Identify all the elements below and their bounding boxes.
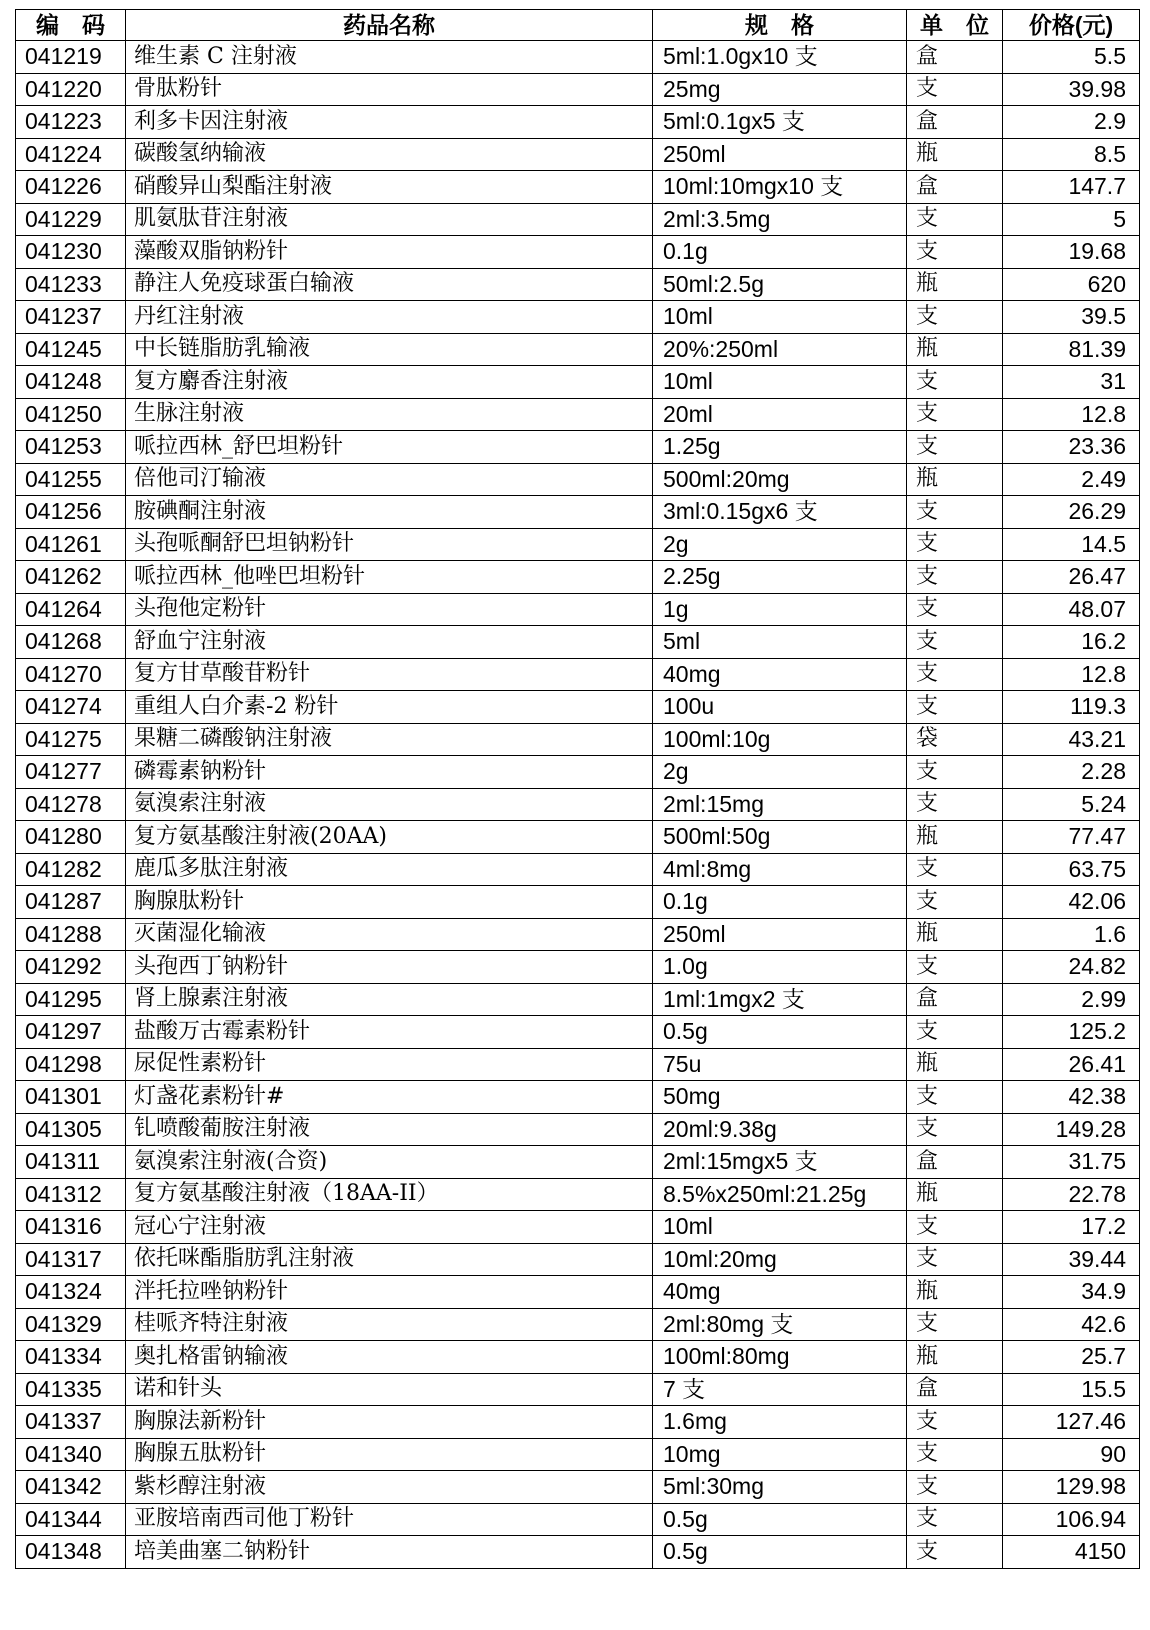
cell-unit: 支: [907, 496, 1003, 529]
cell-code: 041255: [16, 463, 126, 496]
cell-name: 胸腺五肽粉针: [126, 1438, 653, 1471]
cell-spec: 75u: [653, 1048, 907, 1081]
cell-name: 头孢哌酮舒巴坦钠粉针: [126, 528, 653, 561]
cell-spec: 50ml:2.5g: [653, 268, 907, 301]
cell-unit: 支: [907, 951, 1003, 984]
table-row: [16, 1341, 1140, 1374]
cell-price: 620: [1003, 268, 1140, 301]
cell-unit: 支: [907, 528, 1003, 561]
cell-spec: 1.6mg: [653, 1406, 907, 1439]
table-row: [16, 1146, 1140, 1179]
cell-spec: 250ml: [653, 138, 907, 171]
cell-price: 39.5: [1003, 301, 1140, 334]
cell-price: 127.46: [1003, 1406, 1140, 1439]
cell-unit: 瓶: [907, 1178, 1003, 1211]
cell-code: 041253: [16, 431, 126, 464]
cell-unit: 支: [907, 886, 1003, 919]
cell-price: 5.24: [1003, 788, 1140, 821]
table-row: [16, 1211, 1140, 1244]
cell-price: 81.39: [1003, 333, 1140, 366]
cell-unit: 支: [907, 398, 1003, 431]
cell-spec: 100ml:80mg: [653, 1341, 907, 1374]
cell-price: 12.8: [1003, 658, 1140, 691]
cell-unit: 瓶: [907, 1341, 1003, 1374]
table-row: [16, 1471, 1140, 1504]
table-row: [16, 1536, 1140, 1569]
cell-name: 桂哌齐特注射液: [126, 1308, 653, 1341]
cell-code: 041275: [16, 723, 126, 756]
cell-unit: 瓶: [907, 138, 1003, 171]
cell-name: 复方麝香注射液: [126, 366, 653, 399]
table-row: [16, 496, 1140, 529]
cell-code: 041287: [16, 886, 126, 919]
table-row: [16, 1503, 1140, 1536]
cell-code: 041237: [16, 301, 126, 334]
cell-spec: 10ml:20mg: [653, 1243, 907, 1276]
cell-code: 041226: [16, 171, 126, 204]
table-row: [16, 1276, 1140, 1309]
cell-spec: 0.5g: [653, 1503, 907, 1536]
table-row: [16, 301, 1140, 334]
cell-code: 041224: [16, 138, 126, 171]
cell-unit: 支: [907, 626, 1003, 659]
cell-code: 041337: [16, 1406, 126, 1439]
cell-name: 复方氨基酸注射液（18AA-II）: [126, 1178, 653, 1211]
cell-spec: 7 支: [653, 1373, 907, 1406]
cell-name: 头孢西丁钠粉针: [126, 951, 653, 984]
cell-code: 041277: [16, 756, 126, 789]
cell-name: 维生素 C 注射液: [126, 41, 653, 74]
cell-price: 90: [1003, 1438, 1140, 1471]
cell-unit: 支: [907, 1081, 1003, 1114]
cell-code: 041334: [16, 1341, 126, 1374]
cell-spec: 40mg: [653, 658, 907, 691]
column-header-spec: 规 格: [653, 10, 907, 41]
cell-unit: 支: [907, 1113, 1003, 1146]
cell-code: 041297: [16, 1016, 126, 1049]
table-row: [16, 788, 1140, 821]
cell-name: 碳酸氢纳输液: [126, 138, 653, 171]
table-row: [16, 203, 1140, 236]
cell-price: 149.28: [1003, 1113, 1140, 1146]
cell-name: 舒血宁注射液: [126, 626, 653, 659]
cell-price: 4150: [1003, 1536, 1140, 1569]
cell-name: 复方甘草酸苷粉针: [126, 658, 653, 691]
table-row: [16, 1438, 1140, 1471]
cell-code: 041344: [16, 1503, 126, 1536]
cell-spec: 2g: [653, 756, 907, 789]
cell-code: 041229: [16, 203, 126, 236]
cell-unit: 支: [907, 1211, 1003, 1244]
table-header-row: [16, 10, 1140, 41]
cell-name: 肾上腺素注射液: [126, 983, 653, 1016]
cell-spec: 25mg: [653, 73, 907, 106]
table-row: [16, 723, 1140, 756]
cell-unit: 盒: [907, 1373, 1003, 1406]
cell-code: 041220: [16, 73, 126, 106]
cell-unit: 支: [907, 366, 1003, 399]
cell-code: 041282: [16, 853, 126, 886]
column-header-code: 编 码: [16, 10, 126, 41]
cell-code: 041233: [16, 268, 126, 301]
cell-code: 041264: [16, 593, 126, 626]
cell-name: 丹红注射液: [126, 301, 653, 334]
cell-price: 19.68: [1003, 236, 1140, 269]
cell-price: 129.98: [1003, 1471, 1140, 1504]
cell-spec: 1g: [653, 593, 907, 626]
cell-price: 2.49: [1003, 463, 1140, 496]
cell-name: 复方氨基酸注射液(20AA): [126, 821, 653, 854]
cell-unit: 瓶: [907, 333, 1003, 366]
table-row: [16, 1048, 1140, 1081]
table-row: [16, 756, 1140, 789]
cell-spec: 20ml: [653, 398, 907, 431]
cell-name: 哌拉西林_他唑巴坦粉针: [126, 561, 653, 594]
cell-spec: 10ml:10mgx10 支: [653, 171, 907, 204]
cell-code: 041348: [16, 1536, 126, 1569]
cell-price: 147.7: [1003, 171, 1140, 204]
cell-price: 77.47: [1003, 821, 1140, 854]
table-row: [16, 398, 1140, 431]
cell-code: 041250: [16, 398, 126, 431]
cell-unit: 支: [907, 691, 1003, 724]
cell-name: 尿促性素粉针: [126, 1048, 653, 1081]
cell-price: 1.6: [1003, 918, 1140, 951]
cell-name: 肌氨肽苷注射液: [126, 203, 653, 236]
cell-code: 041288: [16, 918, 126, 951]
cell-code: 041261: [16, 528, 126, 561]
cell-code: 041278: [16, 788, 126, 821]
cell-price: 31.75: [1003, 1146, 1140, 1179]
cell-spec: 100u: [653, 691, 907, 724]
cell-spec: 1.25g: [653, 431, 907, 464]
drug-price-table: [15, 9, 1140, 1569]
cell-name: 亚胺培南西司他丁粉针: [126, 1503, 653, 1536]
cell-price: 39.98: [1003, 73, 1140, 106]
price-list-sheet: [15, 9, 1139, 1569]
cell-code: 041329: [16, 1308, 126, 1341]
cell-unit: 盒: [907, 983, 1003, 1016]
cell-spec: 5ml:30mg: [653, 1471, 907, 1504]
cell-spec: 3ml:0.15gx6 支: [653, 496, 907, 529]
table-row: [16, 658, 1140, 691]
cell-code: 041305: [16, 1113, 126, 1146]
cell-name: 鹿瓜多肽注射液: [126, 853, 653, 886]
cell-price: 119.3: [1003, 691, 1140, 724]
cell-price: 42.6: [1003, 1308, 1140, 1341]
cell-spec: 2g: [653, 528, 907, 561]
cell-name: 灯盏花素粉针#: [126, 1081, 653, 1114]
cell-spec: 0.5g: [653, 1536, 907, 1569]
cell-code: 041262: [16, 561, 126, 594]
cell-spec: 0.1g: [653, 886, 907, 919]
cell-price: 63.75: [1003, 853, 1140, 886]
table-row: [16, 1406, 1140, 1439]
cell-unit: 支: [907, 658, 1003, 691]
cell-code: 041219: [16, 41, 126, 74]
cell-spec: 4ml:8mg: [653, 853, 907, 886]
cell-spec: 5ml:0.1gx5 支: [653, 106, 907, 139]
cell-spec: 2ml:80mg 支: [653, 1308, 907, 1341]
cell-name: 泮托拉唑钠粉针: [126, 1276, 653, 1309]
cell-unit: 袋: [907, 723, 1003, 756]
cell-code: 041295: [16, 983, 126, 1016]
cell-spec: 10mg: [653, 1438, 907, 1471]
cell-spec: 8.5%x250ml:21.25g: [653, 1178, 907, 1211]
table-row: [16, 918, 1140, 951]
cell-price: 24.82: [1003, 951, 1140, 984]
table-row: [16, 886, 1140, 919]
cell-price: 43.21: [1003, 723, 1140, 756]
cell-unit: 支: [907, 561, 1003, 594]
cell-code: 041324: [16, 1276, 126, 1309]
cell-code: 041292: [16, 951, 126, 984]
cell-unit: 瓶: [907, 463, 1003, 496]
cell-unit: 支: [907, 756, 1003, 789]
table-row: [16, 951, 1140, 984]
cell-price: 39.44: [1003, 1243, 1140, 1276]
cell-name: 硝酸异山梨酯注射液: [126, 171, 653, 204]
table-row: [16, 1178, 1140, 1211]
cell-code: 041311: [16, 1146, 126, 1179]
cell-spec: 20ml:9.38g: [653, 1113, 907, 1146]
cell-name: 头孢他定粉针: [126, 593, 653, 626]
table-row: [16, 821, 1140, 854]
cell-name: 哌拉西林_舒巴坦粉针: [126, 431, 653, 464]
cell-unit: 支: [907, 593, 1003, 626]
cell-name: 诺和针头: [126, 1373, 653, 1406]
cell-code: 041342: [16, 1471, 126, 1504]
cell-code: 041248: [16, 366, 126, 399]
cell-unit: 支: [907, 1016, 1003, 1049]
cell-price: 8.5: [1003, 138, 1140, 171]
cell-unit: 支: [907, 236, 1003, 269]
cell-name: 培美曲塞二钠粉针: [126, 1536, 653, 1569]
cell-spec: 5ml: [653, 626, 907, 659]
cell-unit: 支: [907, 1536, 1003, 1569]
table-row: [16, 1081, 1140, 1114]
cell-spec: 100ml:10g: [653, 723, 907, 756]
cell-unit: 瓶: [907, 821, 1003, 854]
column-header-name: 药品名称: [126, 10, 653, 41]
cell-name: 钆喷酸葡胺注射液: [126, 1113, 653, 1146]
cell-name: 重组人白介素-2 粉针: [126, 691, 653, 724]
cell-spec: 0.5g: [653, 1016, 907, 1049]
cell-unit: 支: [907, 301, 1003, 334]
cell-name: 胸腺肽粉针: [126, 886, 653, 919]
cell-price: 31: [1003, 366, 1140, 399]
cell-price: 26.29: [1003, 496, 1140, 529]
table-row: [16, 853, 1140, 886]
cell-name: 中长链脂肪乳输液: [126, 333, 653, 366]
cell-unit: 支: [907, 431, 1003, 464]
cell-code: 041301: [16, 1081, 126, 1114]
cell-price: 2.28: [1003, 756, 1140, 789]
cell-unit: 支: [907, 1503, 1003, 1536]
table-row: [16, 1373, 1140, 1406]
table-row: [16, 691, 1140, 724]
cell-spec: 250ml: [653, 918, 907, 951]
table-row: [16, 983, 1140, 1016]
table-body: [16, 41, 1140, 1569]
cell-unit: 支: [907, 1243, 1003, 1276]
cell-code: 041223: [16, 106, 126, 139]
cell-code: 041298: [16, 1048, 126, 1081]
cell-name: 倍他司汀输液: [126, 463, 653, 496]
table-row: [16, 528, 1140, 561]
cell-code: 041230: [16, 236, 126, 269]
cell-code: 041340: [16, 1438, 126, 1471]
table-row: [16, 366, 1140, 399]
cell-price: 5.5: [1003, 41, 1140, 74]
cell-code: 041245: [16, 333, 126, 366]
cell-spec: 10ml: [653, 301, 907, 334]
cell-name: 生脉注射液: [126, 398, 653, 431]
cell-name: 依托咪酯脂肪乳注射液: [126, 1243, 653, 1276]
table-row: [16, 268, 1140, 301]
cell-code: 041256: [16, 496, 126, 529]
cell-spec: 0.1g: [653, 236, 907, 269]
cell-name: 胺碘酮注射液: [126, 496, 653, 529]
cell-price: 5: [1003, 203, 1140, 236]
table-row: [16, 1113, 1140, 1146]
cell-unit: 瓶: [907, 268, 1003, 301]
table-row: [16, 1016, 1140, 1049]
cell-spec: 2ml:15mg: [653, 788, 907, 821]
cell-name: 胸腺法新粉针: [126, 1406, 653, 1439]
cell-price: 42.38: [1003, 1081, 1140, 1114]
cell-spec: 500ml:50g: [653, 821, 907, 854]
cell-unit: 瓶: [907, 918, 1003, 951]
cell-unit: 支: [907, 853, 1003, 886]
cell-spec: 20%:250ml: [653, 333, 907, 366]
table-row: [16, 106, 1140, 139]
cell-spec: 40mg: [653, 1276, 907, 1309]
cell-unit: 支: [907, 1406, 1003, 1439]
cell-code: 041270: [16, 658, 126, 691]
cell-price: 48.07: [1003, 593, 1140, 626]
table-row: [16, 1243, 1140, 1276]
table-row: [16, 593, 1140, 626]
cell-spec: 50mg: [653, 1081, 907, 1114]
table-row: [16, 561, 1140, 594]
cell-name: 藻酸双脂钠粉针: [126, 236, 653, 269]
cell-spec: 1ml:1mgx2 支: [653, 983, 907, 1016]
cell-unit: 支: [907, 73, 1003, 106]
cell-unit: 支: [907, 1471, 1003, 1504]
cell-price: 2.9: [1003, 106, 1140, 139]
table-row: [16, 171, 1140, 204]
cell-code: 041316: [16, 1211, 126, 1244]
cell-price: 23.36: [1003, 431, 1140, 464]
cell-code: 041317: [16, 1243, 126, 1276]
cell-unit: 盒: [907, 41, 1003, 74]
cell-code: 041312: [16, 1178, 126, 1211]
cell-code: 041274: [16, 691, 126, 724]
cell-name: 盐酸万古霉素粉针: [126, 1016, 653, 1049]
cell-name: 灭菌湿化输液: [126, 918, 653, 951]
cell-name: 骨肽粉针: [126, 73, 653, 106]
cell-price: 26.47: [1003, 561, 1140, 594]
cell-name: 果糖二磷酸钠注射液: [126, 723, 653, 756]
cell-spec: 5ml:1.0gx10 支: [653, 41, 907, 74]
cell-price: 14.5: [1003, 528, 1140, 561]
cell-price: 15.5: [1003, 1373, 1140, 1406]
cell-price: 16.2: [1003, 626, 1140, 659]
cell-price: 25.7: [1003, 1341, 1140, 1374]
cell-unit: 支: [907, 788, 1003, 821]
cell-unit: 盒: [907, 106, 1003, 139]
cell-spec: 10ml: [653, 366, 907, 399]
table-row: [16, 41, 1140, 74]
cell-spec: 2.25g: [653, 561, 907, 594]
cell-name: 氨溴索注射液(合资): [126, 1146, 653, 1179]
cell-price: 17.2: [1003, 1211, 1140, 1244]
cell-price: 106.94: [1003, 1503, 1140, 1536]
table-row: [16, 1308, 1140, 1341]
table-row: [16, 463, 1140, 496]
cell-unit: 瓶: [907, 1276, 1003, 1309]
table-row: [16, 333, 1140, 366]
table-row: [16, 431, 1140, 464]
cell-name: 冠心宁注射液: [126, 1211, 653, 1244]
cell-unit: 盒: [907, 171, 1003, 204]
cell-name: 氨溴索注射液: [126, 788, 653, 821]
cell-price: 2.99: [1003, 983, 1140, 1016]
cell-spec: 2ml:15mgx5 支: [653, 1146, 907, 1179]
cell-price: 42.06: [1003, 886, 1140, 919]
cell-price: 125.2: [1003, 1016, 1140, 1049]
cell-spec: 2ml:3.5mg: [653, 203, 907, 236]
table-row: [16, 626, 1140, 659]
cell-unit: 支: [907, 1308, 1003, 1341]
cell-spec: 500ml:20mg: [653, 463, 907, 496]
column-header-price: 价格(元): [1003, 10, 1140, 41]
cell-name: 磷霉素钠粉针: [126, 756, 653, 789]
cell-price: 26.41: [1003, 1048, 1140, 1081]
column-header-unit: 单 位: [907, 10, 1003, 41]
cell-price: 34.9: [1003, 1276, 1140, 1309]
cell-code: 041280: [16, 821, 126, 854]
table-row: [16, 73, 1140, 106]
cell-unit: 瓶: [907, 1048, 1003, 1081]
cell-spec: 10ml: [653, 1211, 907, 1244]
cell-unit: 支: [907, 203, 1003, 236]
cell-name: 静注人免疫球蛋白输液: [126, 268, 653, 301]
cell-name: 利多卡因注射液: [126, 106, 653, 139]
cell-name: 紫杉醇注射液: [126, 1471, 653, 1504]
table-row: [16, 236, 1140, 269]
cell-name: 奥扎格雷钠输液: [126, 1341, 653, 1374]
cell-price: 22.78: [1003, 1178, 1140, 1211]
table-row: [16, 138, 1140, 171]
cell-unit: 盒: [907, 1146, 1003, 1179]
cell-unit: 支: [907, 1438, 1003, 1471]
cell-code: 041268: [16, 626, 126, 659]
cell-spec: 1.0g: [653, 951, 907, 984]
cell-code: 041335: [16, 1373, 126, 1406]
cell-price: 12.8: [1003, 398, 1140, 431]
